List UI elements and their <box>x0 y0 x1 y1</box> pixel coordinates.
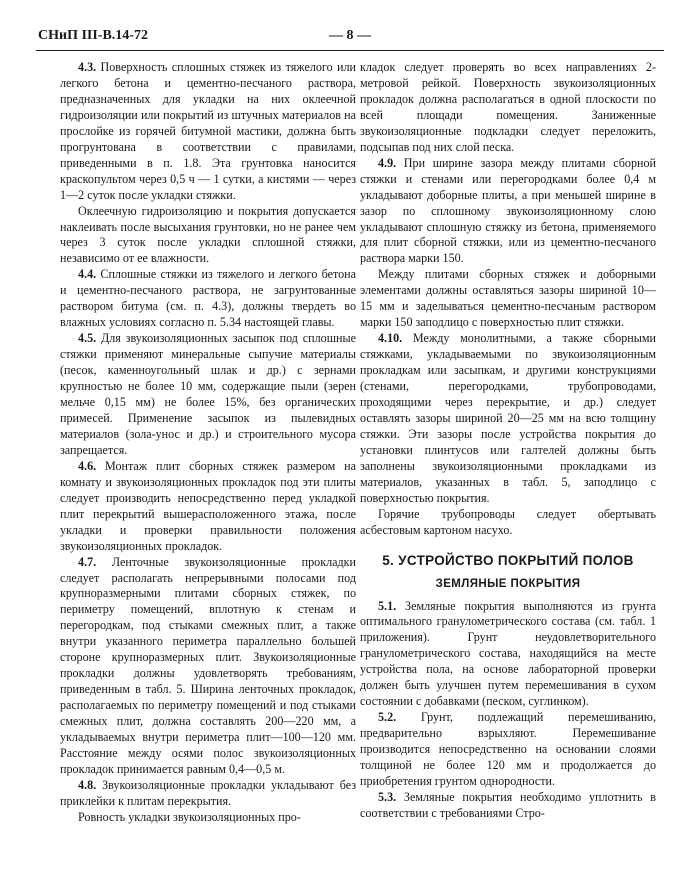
paragraph-text: Ленточные звукоизоляционные прокладки следует располагать непрерывными полосами под крупноразмерными плитами сборных стяжек, по периметру помещений, вплотную к стенам и перегородкам, под стыками смежных плит, а также внутри указанного периметра параллельно большей стороне крупноразмерных плит. Звукоизоляционные прокладки должны удовлетворять требованиям, приведенным в табл. 5. Ширина ленточных прокладок, располагаемых по периметру помещений и под стыками смежных плит, должна составлять 200—220 мм, а укладываемых внутри периметра плит—100—120 мм. Расстояние между осями полос звукоизоляционных прокладок принимается равным 0,4—0,5 м. <box>60 554 356 776</box>
paragraph-text: Звукоизоляционные прокладки укладывают без приклейки к плитам перекрытия. <box>60 777 356 808</box>
paragraph-4-6 <box>60 459 356 555</box>
clause-number: 4.6. <box>78 458 97 473</box>
paragraph-4-7 <box>60 555 356 778</box>
right-column <box>360 60 656 822</box>
paragraph-text: кладок следует проверять во всех направлениях 2-метровой рейкой. Поверхность звукоизоляционных прокладок должна располагаться в одной плоскости по всей площади помещения. Заниженные звукоизоляционные подкладки следует переложить, подсыпав под них слой песка. <box>360 60 656 154</box>
paragraph-4-3 <box>60 60 356 204</box>
page-number: — 8 — <box>329 28 371 43</box>
paragraph-4-5 <box>60 331 356 459</box>
paragraph-4-9 <box>360 156 656 268</box>
paragraph <box>60 810 356 826</box>
paragraph-4-10 <box>360 331 656 506</box>
paragraph-5-3 <box>360 790 656 822</box>
paragraph-text: Ровность укладки звукоизоляционных про- <box>78 809 301 824</box>
paragraph-text: Сплошные стяжки из тяжелого и легкого бетона и цементно-песчаного раствора, не загрунтованные раствором битума (см. п. 4.3), должны твердеть во влажных условиях согласно п. 5.34 настоящей главы. <box>60 267 356 330</box>
paragraph-4-4 <box>60 267 356 331</box>
paragraph-5-2 <box>360 710 656 790</box>
clause-number: 4.5. <box>78 331 97 346</box>
paragraph-5-1 <box>360 599 656 711</box>
paragraph-text: Между монолитными, а также сборными стяжками, укладываемыми по звукоизоляционным прокладкам или засыпкам, и другими конструкциями (стенами, перегородками, трубопроводами, проходящими через перекрытие, и др.) следует оставлять зазоры шириной 20—25 мм на всю толщину стяжки. Эти зазоры после устройства покрытия до установки плинтусов или галтелей должны быть заполнены звукоизоляционными прокладками из материалов, указанных в табл. 5, заподлицо с поверхностью покрытия. <box>360 331 656 505</box>
paragraph <box>360 267 656 331</box>
clause-number: 4.4. <box>78 267 97 282</box>
clause-number: 4.9. <box>378 155 397 170</box>
left-column <box>60 60 356 826</box>
paragraph-4-8 <box>60 778 356 810</box>
clause-number: 5.2. <box>378 710 397 725</box>
paragraph-text: Земляные покрытия необходимо уплотнить в соответствии с требованиями Стро- <box>360 789 656 820</box>
clause-number: 4.3. <box>78 60 97 74</box>
paragraph-text: Оклеечную гидроизоляцию и покрытия допускается наклеивать после высыхания грунтовки, но не ранее чем через 3 суток после укладки сплошной стяжки, независимо от ее влажности. <box>60 203 356 266</box>
subsection-heading: ЗЕМЛЯНЫЕ ПОКРЫТИЯ <box>435 577 581 590</box>
paragraph-text: Между плитами сборных стяжек и доборными элементами должны оставляться зазоры шириной 10—15 мм и заделываться цементно-песчаным раствором марки 150 заподлицо с поверхностью плит стяжки. <box>360 267 656 330</box>
clause-number: 5.1. <box>378 598 397 613</box>
paragraph <box>60 204 356 268</box>
paragraph-continuation <box>360 60 656 156</box>
document-code: СНиП III-В.14-72 <box>38 28 148 43</box>
paragraph-text: Грунт, подлежащий перемешиванию, предварительно взрыхляют. Перемешивание производится непосредственно на основании слоями толщиной не более 120 мм и продолжается до приобретения грунтом однородности. <box>360 710 656 788</box>
paragraph-text: Для звукоизоляционных засыпок под сплошные стяжки применяют минеральные сыпучие материалы (песок, каменноугольный шлак и др.) с зернами крупностью не более 10 мм, содержащие пыли (зерен мельче 0,15 мм) не более 15%, без органических примесей. Применение засыпок из пылевидных материалов (зола-унос и др.) и строительного мусора запрещается. <box>60 331 356 457</box>
clause-number: 5.3. <box>378 789 397 804</box>
paragraph-text: Монтаж плит сборных стяжек размером на комнату и звукоизоляционных прокладок под эти плиты следует производить непосредственно перед укладкой плит перекрытий вышерасположенного этажа, после укладки и проверки правильности положения звукоизоляционных прокладок. <box>60 458 356 553</box>
paragraph-text: Поверхность сплошных стяжек из тяжелого или легкого бетона и цементно-песчаного раствора, предназначенных для укладки на них оклеечной гидроизоляции или покрытий из штучных материалов на прослойке из горячей битумной мастики, должна быть прогрунтована в соответствии с правилами, приведенными в п. 1.8. Эта грунтовка наносится краскопультом через 0,5 ч — 1 сутки, а кистями — через 1—2 суток после укладки стяжки. <box>60 60 356 202</box>
paragraph-text: Земляные покрытия выполняются из грунта оптимального гранулометрического состава (см. табл. 1 приложения). Грунт неудовлетворительного гранулометрического состава, находящийся на месте устройства пола, на основе лабораторной проверки должен быть улучшен путем перемешивания в сухом состоянии с добавками (песком, суглинком). <box>360 598 656 709</box>
section-heading: 5. УСТРОЙСТВО ПОКРЫТИЙ ПОЛОВ <box>382 552 634 568</box>
paragraph <box>360 507 656 539</box>
paragraph-text: Горячие трубопроводы следует обертывать асбестовым картоном насухо. <box>360 506 656 537</box>
clause-number: 4.8. <box>78 777 97 792</box>
clause-number: 4.7. <box>78 554 97 569</box>
clause-number: 4.10. <box>378 331 403 346</box>
paragraph-text: При ширине зазора между плитами сборной стяжки и стенами или перегородками более 0,4 м укладывают доборные плиты, а при меньшей ширине в зазор по сплошному звукоизоляционному слою укладывают сплошную стяжку из бетона, применяемого для плит сборной стяжки, или из цементно-песчаного раствора марки 150. <box>360 155 656 266</box>
page-header <box>36 28 664 51</box>
